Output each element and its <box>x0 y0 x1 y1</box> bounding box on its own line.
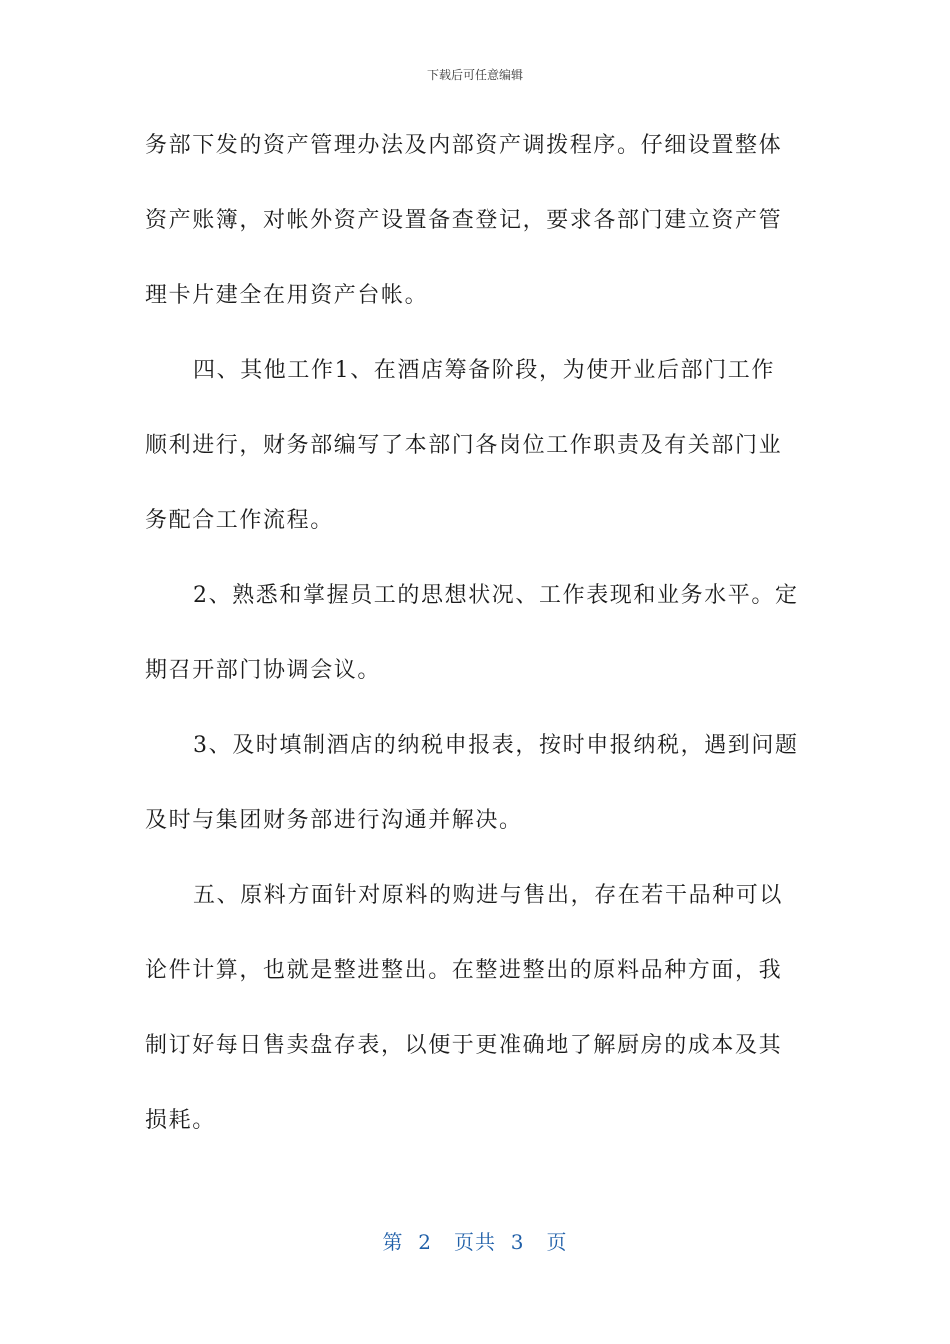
paragraph-item-3: 3、及时填制酒店的纳税申报表，按时申报纳税，遇到问题 <box>193 733 799 758</box>
text-line: 期召开部门协调会议。 <box>145 658 382 683</box>
text-line: 务部下发的资产管理办法及内部资产调拨程序。仔细设置整体 <box>145 133 783 158</box>
document-body <box>145 118 805 1168</box>
text-line: 论件计算，也就是整进整出。在整进整出的原料品种方面，我 <box>145 958 783 983</box>
page-number-footer: 第 2 页共 3 页 <box>382 1230 568 1254</box>
paragraph-heading-materials: 五、原料方面针对原料的购进与售出，存在若干品种可以 <box>193 883 784 908</box>
text-line: 制订好每日售卖盘存表，以便于更准确地了解厨房的成本及其 <box>145 1033 783 1058</box>
text-line: 务配合工作流程。 <box>145 508 334 533</box>
text-line: 资产账簿，对帐外资产设置备查登记，要求各部门建立资产管 <box>145 208 783 233</box>
text-line: 及时与集团财务部进行沟通并解决。 <box>145 808 523 833</box>
text-line: 理卡片建全在用资产台帐。 <box>145 283 429 308</box>
paragraph-item-2: 2、熟悉和掌握员工的思想状况、工作表现和业务水平。定 <box>193 583 799 608</box>
text-line: 顺利进行，财务部编写了本部门各岗位工作职责及有关部门业 <box>145 433 783 458</box>
header-note: 下载后可任意编辑 <box>426 68 523 82</box>
paragraph-heading-other-work: 四、其他工作1、在酒店筹备阶段，为使开业后部门工作 <box>193 358 775 383</box>
text-line: 损耗。 <box>145 1108 216 1133</box>
